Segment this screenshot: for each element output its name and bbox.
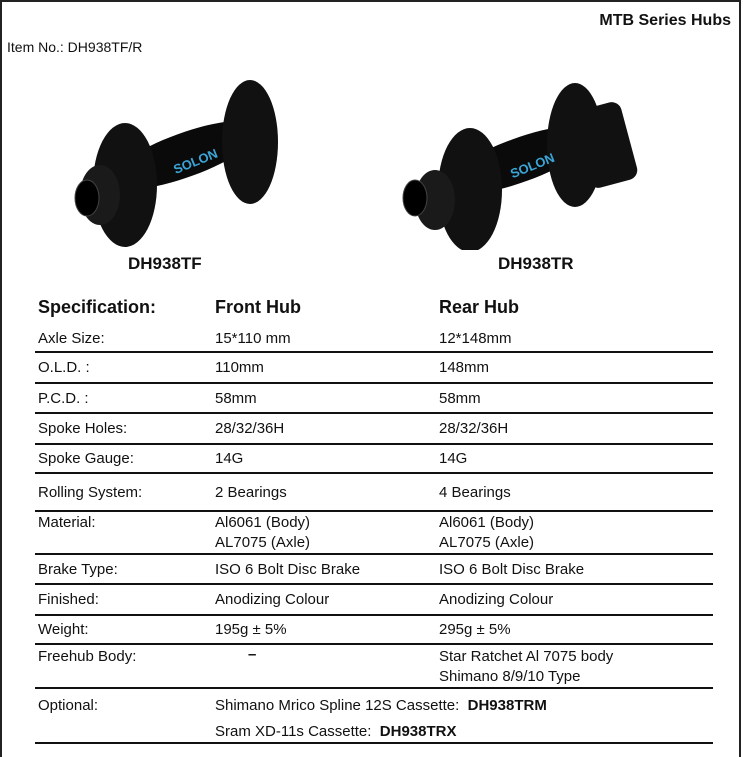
- row-label: Spoke Gauge:: [38, 450, 134, 467]
- rear-value: 28/32/36H: [439, 420, 509, 437]
- table-row: [35, 555, 713, 585]
- row-label: Axle Size:: [38, 330, 105, 347]
- hub-logo: SOLON: [171, 145, 220, 177]
- table-row: [35, 474, 713, 512]
- front-value: 15*110 mm: [215, 330, 291, 347]
- rear-value: Anodizing Colour: [439, 591, 554, 608]
- rear-hub-caption: DH938TR: [498, 254, 574, 273]
- rear-value-2: Shimano 8/9/10 Type: [439, 668, 581, 685]
- rear-value: 58mm: [439, 390, 481, 407]
- header-spec: Specification:: [38, 297, 157, 317]
- row-label: Material:: [38, 514, 96, 531]
- header-front: Front Hub: [215, 297, 301, 317]
- rear-value: 295g ± 5%: [439, 621, 511, 638]
- rear-hub-image: [390, 70, 650, 250]
- front-hub-caption: DH938TF: [128, 254, 202, 273]
- row-label: Freehub Body:: [38, 648, 137, 665]
- table-header: [35, 297, 713, 325]
- table-row: [35, 330, 713, 353]
- table-row: [35, 353, 713, 384]
- front-value: 2 Bearings: [215, 484, 287, 501]
- rear-value: Al6061 (Body): [439, 514, 535, 531]
- table-row: [35, 384, 713, 414]
- rear-value: 14G: [439, 450, 468, 467]
- front-value: Al6061 (Body): [215, 514, 311, 531]
- rear-value: ISO 6 Bolt Disc Brake: [439, 561, 585, 578]
- front-value: 110mm: [215, 359, 264, 376]
- rear-value: 4 Bearings: [439, 484, 511, 501]
- page-title: MTB Series Hubs: [599, 12, 731, 29]
- row-label: Weight:: [38, 621, 89, 638]
- optional-text-2: Sram XD-11s Cassette:: [215, 723, 372, 740]
- table-row: [35, 445, 713, 474]
- table-row: [35, 645, 713, 689]
- front-value: –: [248, 646, 257, 663]
- front-value: Anodizing Colour: [215, 591, 330, 608]
- front-value: 195g ± 5%: [215, 621, 287, 638]
- row-label: O.L.D. :: [38, 359, 90, 376]
- table-row: [35, 512, 713, 555]
- front-hub-image: [55, 70, 285, 250]
- item-number: Item No.: DH938TF/R: [7, 39, 143, 55]
- rear-value: 12*148mm: [439, 330, 512, 347]
- row-label: Rolling System:: [38, 484, 143, 501]
- optional-code-1: DH938TRM: [467, 697, 547, 714]
- rear-value-2: AL7075 (Axle): [439, 534, 535, 551]
- front-value: 14G: [215, 450, 244, 467]
- row-label: Spoke Holes:: [38, 420, 128, 437]
- hub-logo: SOLON: [508, 149, 557, 182]
- optional-text-1: Shimano Mrico Spline 12S Cassette:: [215, 697, 460, 714]
- row-label: Optional:: [38, 697, 99, 714]
- front-value: ISO 6 Bolt Disc Brake: [215, 561, 361, 578]
- table-row: [35, 616, 713, 645]
- front-value: 58mm: [215, 390, 257, 407]
- row-label: P.C.D. :: [38, 390, 89, 407]
- front-value-2: AL7075 (Axle): [215, 534, 311, 551]
- front-value: 28/32/36H: [215, 420, 285, 437]
- optional-code-2: DH938TRX: [379, 723, 457, 740]
- table-row: [35, 585, 713, 616]
- rear-value: Star Ratchet Al 7075 body: [439, 648, 614, 665]
- row-label: Finished:: [38, 591, 99, 608]
- row-label: Brake Type:: [38, 561, 118, 578]
- rear-value: 148mm: [439, 359, 490, 376]
- table-row-optional: [35, 689, 713, 744]
- header-rear: Rear Hub: [439, 297, 520, 317]
- table-row: [35, 414, 713, 445]
